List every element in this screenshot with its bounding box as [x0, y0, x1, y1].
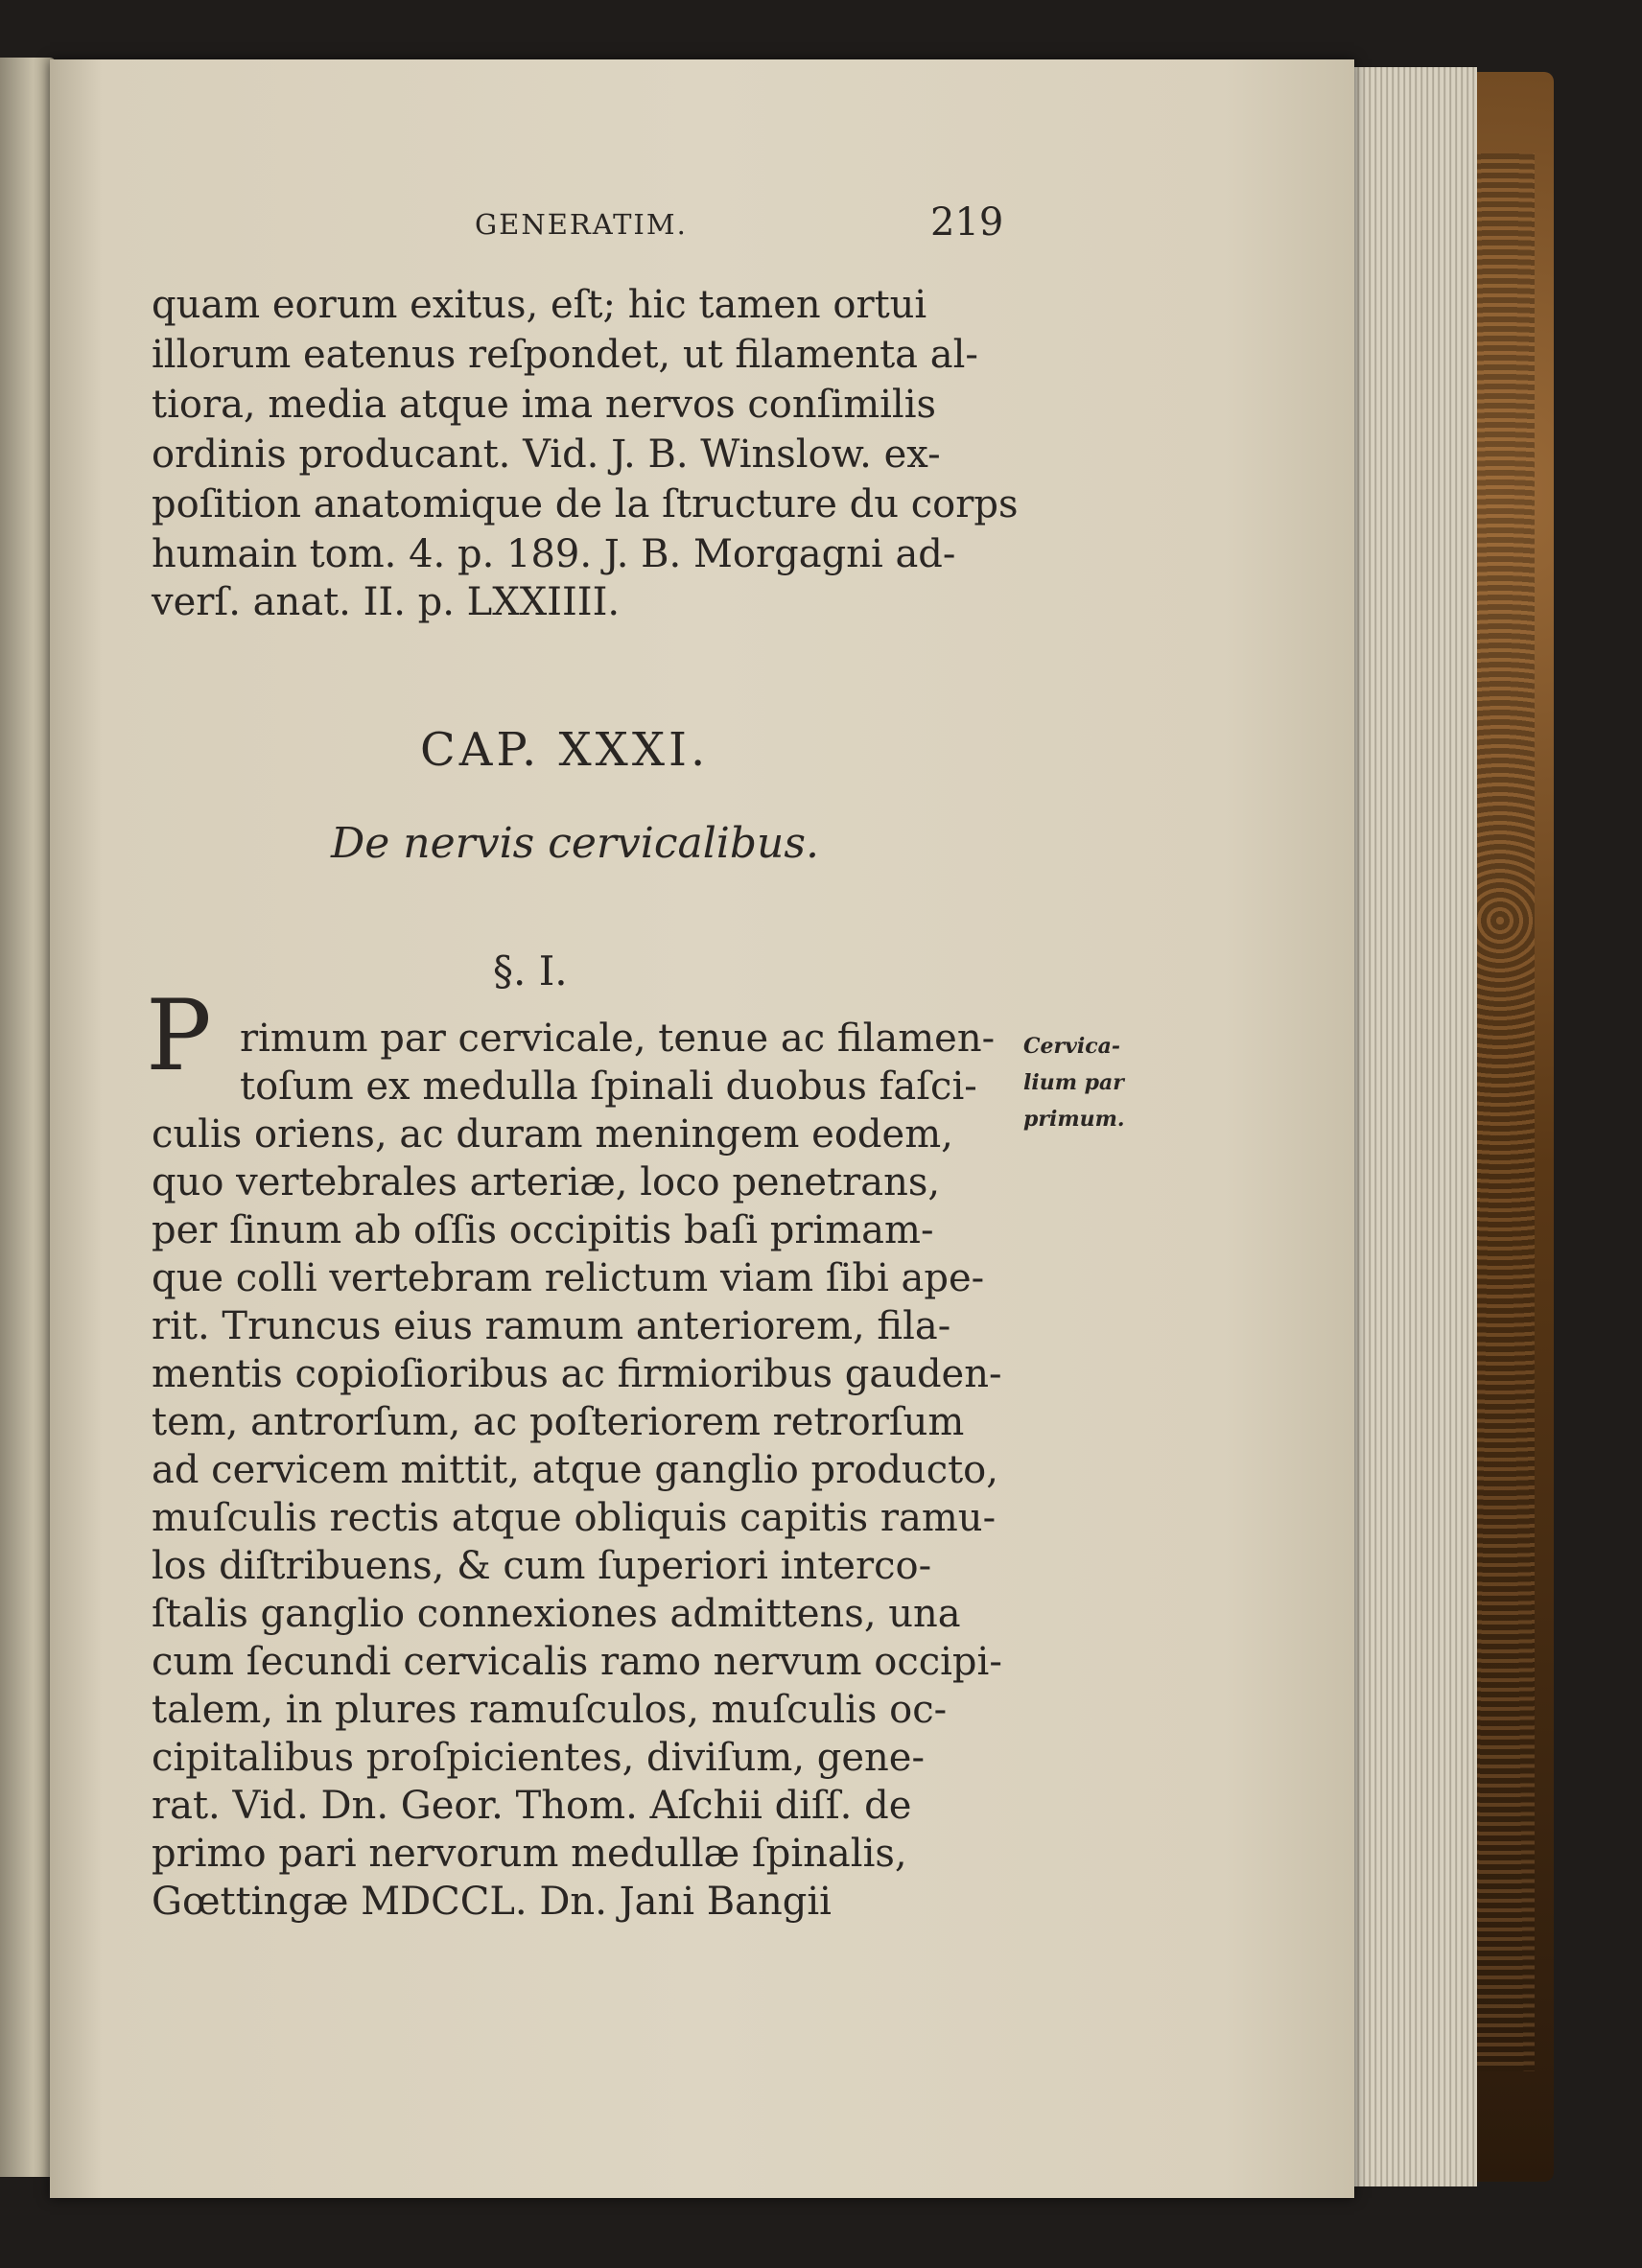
text-line: toſum ex medulla ſpinali duobus faſci-: [240, 1064, 977, 1109]
text-line: humain tom. 4. p. 189. J. B. Morgagni ad-: [152, 532, 956, 576]
text-line: ad cervicem mittit, atque ganglio producto,: [152, 1448, 998, 1492]
text-line: tem, antrorſum, ac poſteriorem retrorſum: [152, 1400, 965, 1444]
text-line: muſculis rectis atque obliquis capitis ramu-: [152, 1496, 997, 1540]
page-edges: [1343, 67, 1477, 2186]
running-title: GENERATIM.: [475, 208, 688, 241]
text-line: mentis copioſioribus ac firmioribus gauden-: [152, 1352, 1002, 1396]
text-line: ſtalis ganglio connexiones admittens, una: [152, 1592, 961, 1636]
facing-page-edge: [0, 58, 56, 2177]
text-line: que colli vertebram relictum viam ſibi ape-: [152, 1256, 985, 1300]
text-line: rimum par cervicale, tenue ac filamen-: [240, 1017, 996, 1061]
margin-note-line: primum.: [1023, 1107, 1125, 1132]
marbled-cover-pattern: [1477, 153, 1535, 2071]
chapter-title: CAP. XXXI.: [420, 723, 710, 777]
text-line: primo pari nervorum medullæ ſpinalis,: [152, 1832, 907, 1876]
text-line: rit. Truncus eius ramum anteriorem, fila-: [152, 1304, 951, 1348]
section-number: §. I.: [493, 947, 568, 994]
text-line: poſition anatomique de la ſtructure du corps: [152, 482, 1019, 526]
text-line: illorum eatenus reſpondet, ut filamenta al-: [152, 333, 978, 377]
margin-note-line: lium par: [1023, 1070, 1124, 1095]
text-line: cum ſecundi cervicalis ramo nervum occipi-: [152, 1640, 1002, 1684]
text-line: culis oriens, ac duram meningem eodem,: [152, 1112, 953, 1157]
text-line: Gœttingæ MDCCL. Dn. Jani Bangii: [152, 1880, 832, 1924]
text-line: tiora, media atque ima nervos conſimilis: [152, 383, 937, 427]
text-line: quo vertebrales arteriæ, loco penetrans,: [152, 1160, 941, 1204]
text-line: ordinis producant. Vid. J. B. Winslow. ex-: [152, 433, 941, 477]
text-line: per ſinum ab oſſis occipitis baſi primam-: [152, 1208, 934, 1252]
text-line: verſ. anat. II. p. LXXIIII.: [152, 580, 621, 624]
text-line: talem, in plures ramuſculos, muſculis oc-: [152, 1688, 948, 1732]
text-line: los diſtribuens, & cum ſuperiori interco-: [152, 1544, 932, 1588]
text-line: cipitalibus proſpicientes, diviſum, gene-: [152, 1736, 925, 1780]
chapter-subtitle: De nervis cervicalibus.: [331, 819, 819, 868]
page-number: 219: [930, 200, 1004, 245]
drop-capital: P: [146, 979, 212, 1093]
text-line: quam eorum exitus, eſt; hic tamen ortui: [152, 283, 927, 327]
text-line: rat. Vid. Dn. Geor. Thom. Aſchii diſſ. de: [152, 1784, 912, 1828]
margin-note-line: Cervica-: [1023, 1034, 1121, 1059]
